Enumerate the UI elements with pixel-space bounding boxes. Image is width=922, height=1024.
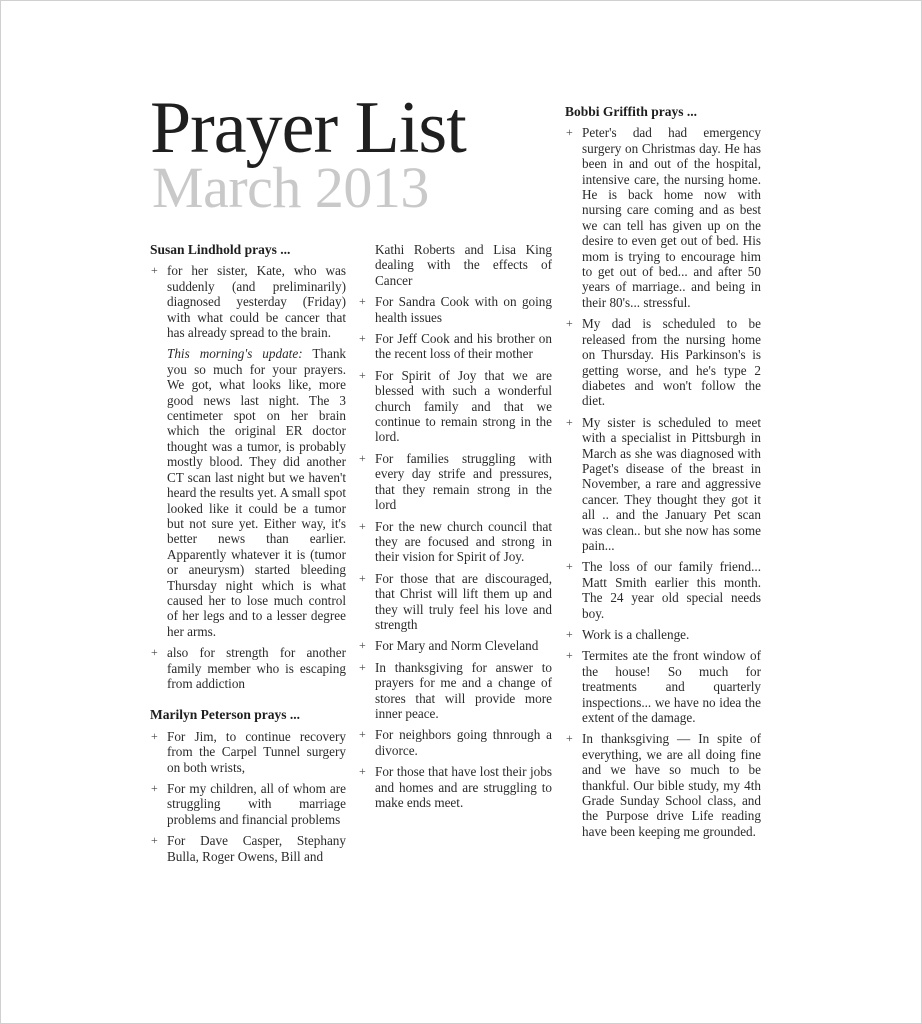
list-item-text: For Mary and Norm Cleveland — [375, 638, 539, 654]
page-subtitle: March 2013 — [152, 155, 429, 220]
section-heading-bobbi: Bobbi Griffith prays ... — [565, 104, 698, 119]
plus-bullet-icon: + — [359, 764, 366, 779]
list-item — [358, 519, 552, 565]
list-item-text: also for strength for another family member who is escaping from addiction — [167, 645, 346, 691]
list-item — [358, 571, 552, 633]
plus-bullet-icon: + — [151, 645, 158, 660]
column-left — [150, 242, 346, 870]
plus-bullet-icon: + — [359, 450, 366, 465]
prayer-list-susan-more — [150, 645, 346, 691]
page-title: Prayer List — [150, 87, 466, 169]
prayer-list-marilyn-continued — [358, 294, 552, 810]
plus-bullet-icon: + — [359, 659, 366, 674]
list-item-text: My sister is scheduled to meet with a specialist in Pittsburgh in March as she was diagnosed with Paget's disease of the breast in November, a rare and aggressive cancer. They thought they got it all .. and the January Pet scan was clean.. but she now has some pain... — [582, 414, 761, 553]
list-item-text: In thanksgiving for answer to prayers for me and a change of stores that will provide more inner peace. — [375, 659, 552, 721]
list-item — [358, 764, 552, 810]
list-item-continuation: Kathi Roberts and Lisa King dealing with the effects of Cancer — [375, 242, 552, 288]
list-item — [358, 294, 552, 325]
list-item-text: Work is a challenge. — [582, 627, 690, 642]
list-item-text: For those that are discouraged, that Christ will lift them up and they will truly feel his love and strength — [375, 570, 552, 632]
plus-bullet-icon: + — [359, 727, 366, 742]
plus-bullet-icon: + — [359, 331, 366, 346]
list-item-text: For Jeff Cook and his brother on the recent loss of their mother — [375, 331, 552, 362]
list-item — [150, 645, 346, 691]
list-item — [358, 727, 552, 758]
list-item — [150, 781, 346, 827]
plus-bullet-icon: + — [151, 728, 158, 743]
plus-bullet-icon: + — [566, 731, 573, 746]
plus-bullet-icon: + — [566, 125, 573, 140]
list-item-text: For those that have lost their jobs and homes and are struggling to make ends meet. — [375, 764, 552, 810]
list-item-text: Peter's dad had emergency surgery on Christmas day. He has been in and out of the hospital, intensive care, the nursing home. He is back home now with nursing care coming and as best we can tell has given up on the desire to even get out of bed. His mom is trying to encourage him to get out of bed... and after 50 years of marriage.. and being in their 80's... stressful. — [582, 125, 761, 310]
list-item-text: My dad is scheduled to be released from the nursing home on Thursday. His Parkinson's is getting worse, and he's type 2 diabetes and won't follow the diet. — [582, 316, 761, 409]
plus-bullet-icon: + — [566, 316, 573, 331]
list-item — [358, 368, 552, 445]
update-text: Thank you so much for your prayers. We got, what looks like, more good news last night. The 3 centimeter spot on her brain which the original ER doctor thought was a tumor, is probably mostly blood. They did another CT scan last night but we haven't heard the results yet. A small spot looked like it could be a tumor but not sure yet. Either way, it's better news than earlier. Apparently whatever it is (tumor or aneurysm) started bleeding Thursday night which is what caused her to lose much control of her legs and to a lesser degree her arms. — [167, 346, 347, 639]
list-item — [565, 731, 761, 839]
prayer-list-marilyn — [150, 729, 346, 864]
list-item-text: The loss of our family friend... Matt Smith earlier this month. The 24 year old special needs boy. — [582, 559, 761, 621]
plus-bullet-icon: + — [566, 414, 573, 429]
list-item-text: For Dave Casper, Stephany Bulla, Roger Owens, Bill and — [167, 833, 346, 864]
list-item — [358, 638, 552, 653]
list-item-text: For families struggling with every day strife and pressures, that they remain strong in the lord — [375, 450, 552, 513]
list-item — [565, 125, 761, 310]
list-item-text: For the new church council that they are focused and strong in their vision for Spirit of Joy. — [375, 518, 552, 565]
list-item-text: For Spirit of Joy that we are blessed with such a wonderful church family and that we continue to remain strong in the lord. — [375, 367, 552, 445]
list-item — [358, 451, 552, 513]
plus-bullet-icon: + — [359, 638, 366, 653]
column-middle — [358, 242, 552, 816]
plus-bullet-icon: + — [151, 781, 158, 795]
plus-bullet-icon: + — [359, 518, 366, 533]
list-item — [565, 316, 761, 408]
list-item — [150, 263, 346, 340]
list-item — [358, 331, 552, 362]
list-item-text: for her sister, Kate, who was suddenly (and preliminarily) diagnosed yesterday (Friday) with what could be cancer that has already spread to the brain. — [167, 263, 346, 341]
section-heading-susan: Susan Lindhold prays ... — [150, 242, 291, 257]
list-item-text: Termites ate the front window of the house! So much for treatments and quarterly inspections... we have no idea the extent of the damage. — [582, 648, 761, 726]
prayer-list-susan — [150, 263, 346, 340]
list-item-text: For Sandra Cook with on going health issues — [375, 294, 552, 325]
list-item — [358, 660, 552, 722]
list-item-text: In thanksgiving — In spite of everything, we are all doing fine and we have so much to be thankful. Our bible study, my 4th Grade Sunday School class, and the Purpose drive Life reading have been keeping me grounded. — [582, 731, 761, 839]
plus-bullet-icon: + — [359, 294, 366, 309]
list-item — [565, 648, 761, 725]
list-item — [565, 627, 761, 642]
plus-bullet-icon: + — [151, 833, 158, 848]
plus-bullet-icon: + — [566, 648, 573, 663]
plus-bullet-icon: + — [566, 627, 573, 641]
list-item — [565, 559, 761, 621]
plus-bullet-icon: + — [359, 570, 366, 585]
list-item — [150, 833, 346, 864]
list-item-text: For Jim, to continue recovery from the Carpel Tunnel surgery on both wrists, — [167, 728, 346, 775]
section-heading-marilyn: Marilyn Peterson prays ... — [150, 707, 300, 723]
plus-bullet-icon: + — [359, 367, 366, 382]
update-label: This morning's update: — [167, 346, 303, 362]
list-item — [565, 415, 761, 554]
column-right — [565, 104, 761, 845]
list-item-text: For my children, all of whom are struggling with marriage problems and financial problems — [167, 781, 346, 827]
prayer-list-bobbi — [565, 125, 761, 839]
update-paragraph — [150, 346, 346, 639]
plus-bullet-icon: + — [566, 559, 573, 574]
list-item-text: For neighbors going thnrough a divorce. — [375, 727, 552, 758]
list-item — [150, 729, 346, 775]
plus-bullet-icon: + — [151, 263, 158, 278]
